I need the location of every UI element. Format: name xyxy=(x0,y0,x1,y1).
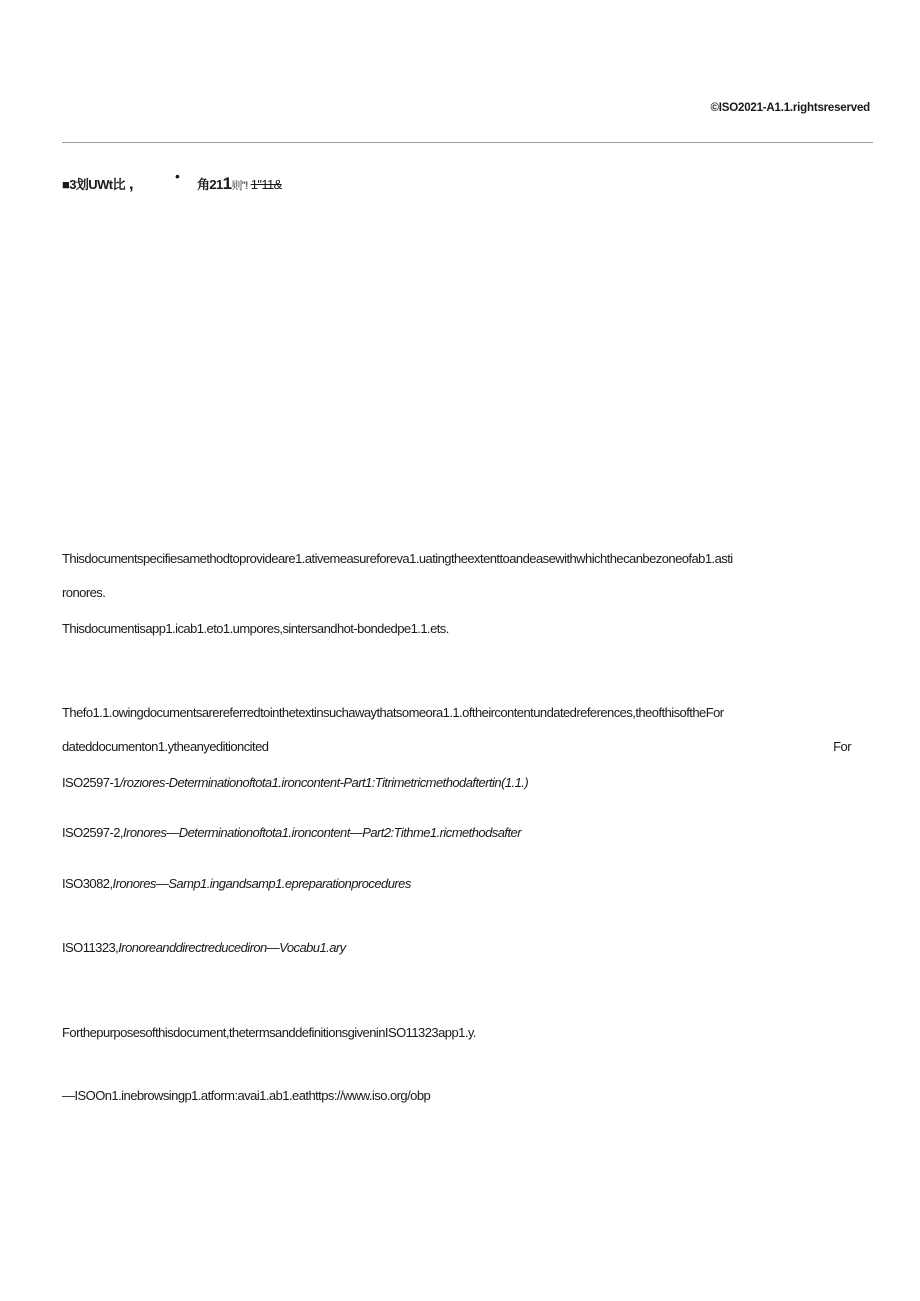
reference-code: ISO3082, xyxy=(62,876,113,891)
header-left-title xyxy=(62,174,133,194)
header-bullet: • xyxy=(175,168,180,184)
normative-intro-line2: dateddocumenton1.ytheanyeditioncited xyxy=(62,739,269,754)
terms-intro: Forthepurposesofthisdocument,thetermsanddefinitionsgiveninISO11323app1.y. xyxy=(62,1025,476,1040)
normative-intro-line1: Thefo1.1.owingdocumentsarereferredtointhetextinsuchawaythatsomeora1.1.oftheircontentundatedreferences,theofthisoftheFor xyxy=(62,705,724,720)
terms-obp-link[interactable]: —ISOOn1.inebrowsingp1.atform:avai1.ab1.eathttps://www.iso.org/obp xyxy=(62,1088,431,1103)
copyright-notice: ©ISO2021-A1.1.rightsreserved xyxy=(710,102,870,114)
reference-code: ISO2597-2, xyxy=(62,825,123,840)
header-left-comma: , xyxy=(128,174,133,193)
header-right-title xyxy=(197,174,282,194)
scope-para1-line2: ronores. xyxy=(62,585,106,600)
scope-para2: Thisdocumentisapp1.icab1.eto1.umpores,sintersandhot-bondedpe1.1.ets. xyxy=(62,621,449,636)
header-right-text-b: 则"! xyxy=(231,180,248,192)
reference-code: ISO2597-1 xyxy=(62,775,120,790)
reference-title: Ironores—Determinationoftota1.ironcontent—Part2:Tithme1.ricmethodsafter xyxy=(123,825,521,840)
scope-para1-line1: Thisdocumentspecifiesamethodtoprovideare1.ativemeasureforeva1.uatingtheextenttoandeasewithwhichthecanbezoneofab1.asti xyxy=(62,551,733,566)
reference-title: Ironoreanddirectreducediron—Vocabu1.ary xyxy=(118,940,346,955)
reference-iso-2597-2 xyxy=(62,825,521,840)
header-divider xyxy=(62,142,873,143)
header-right-strike: 1"11& xyxy=(250,177,282,192)
reference-title: /rozιores-Determinationoftota1.ironcontent-Part1:Titrimetricmethodaftertin(1.1.) xyxy=(119,775,529,790)
header-right-big: 1 xyxy=(222,174,232,193)
reference-iso-3082 xyxy=(62,876,411,891)
normative-intro-for: For xyxy=(833,739,851,754)
reference-iso-2597-1 xyxy=(62,775,528,790)
header-left-text: ■3划UWt比 xyxy=(62,177,125,192)
reference-title: Ironores—Samp1.ingandsamp1.epreparationprocedures xyxy=(112,876,411,891)
header-right-text-a: 角21 xyxy=(197,177,223,192)
reference-iso-11323 xyxy=(62,940,346,955)
reference-code: ISO11323, xyxy=(62,940,119,955)
